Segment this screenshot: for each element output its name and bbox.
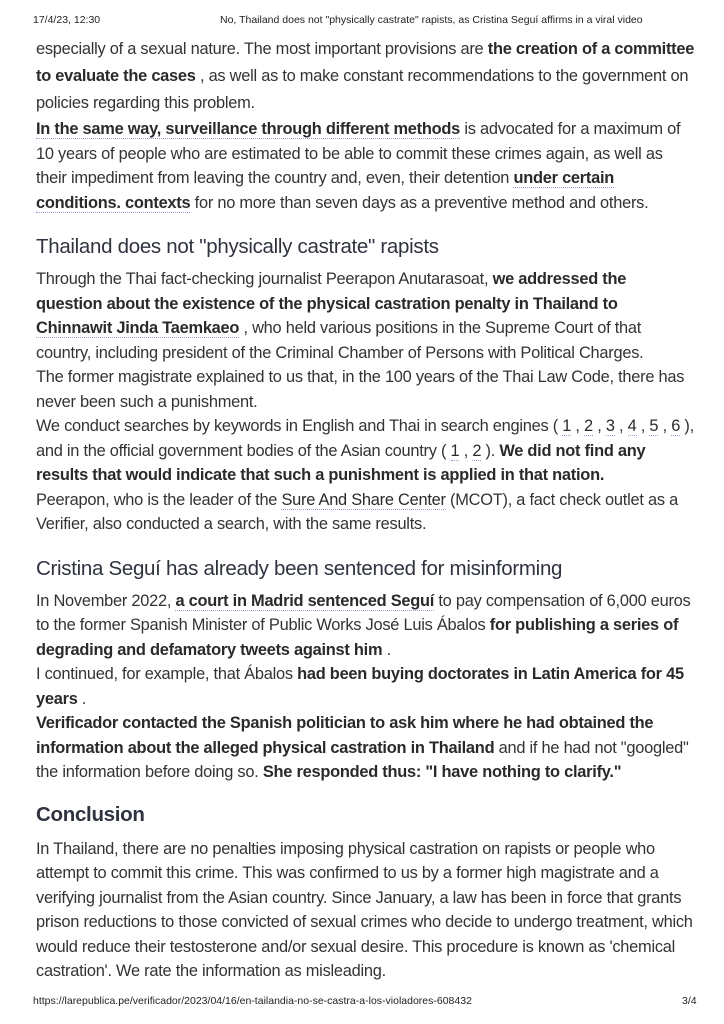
text: especially of a sexual nature. The most important provisions are — [36, 40, 488, 58]
gov-link-2[interactable]: 2 — [472, 441, 482, 460]
text: In November 2022, — [36, 591, 176, 610]
page-number: 3/4 — [682, 995, 697, 1007]
section-heading-segui: Cristina Seguí has already been sentenced for misinforming — [36, 556, 563, 580]
link-court-madrid[interactable]: a court in Madrid sentenced Seguí — [175, 591, 435, 610]
text: (MCOT), a fact check outlet as a Verifier, also conducted a search, with the same results. — [36, 490, 678, 533]
bold-text: for publishing a series of degrading and defamatory tweets against him — [36, 616, 679, 659]
paragraph-doctorates — [36, 662, 696, 711]
bold-text: She responded thus: "I have nothing to clarify." — [262, 763, 622, 781]
paragraph-verificador — [36, 711, 696, 785]
section-heading-conclusion: Conclusion — [36, 802, 145, 826]
text: We conduct searches by keywords in English and Thai in search engines ( — [36, 417, 563, 435]
text: . — [382, 640, 391, 659]
text: and if he had not "googled" the information before doing so. — [36, 738, 689, 781]
text: I continued, for example, that Ábalos — [36, 665, 298, 683]
link-chinnawit[interactable]: Chinnawit Jinda Taemkaeo — [36, 319, 240, 337]
paragraph-magistrate: The former magistrate explained to us that, in the 100 years of the Thai Law Code, there has never been such a punishment. — [36, 368, 685, 411]
text: ), and in the official government bodies of the Asian country ( — [36, 417, 694, 460]
text: is advocated for a maximum of 10 years of people who are estimated to be able to commit these crimes again, as well as their impediment from leaving the country and, even, their detention — [36, 120, 681, 187]
paragraph-provisions — [36, 36, 696, 117]
bold-text: the creation of a committee to evaluate the cases — [36, 40, 695, 85]
bold-text: Verificador contacted the Spanish politician to ask him where he had obtained the information about the alleged physical castration in Thailand — [36, 714, 654, 757]
search-engine-link-1[interactable]: 1 — [562, 417, 572, 435]
page-url: https://larepublica.pe/verificador/2023/04/16/en-tailandia-no-se-castra-a-los-violadores-608432 — [33, 995, 472, 1007]
section-heading-thailand: Thailand does not "physically castrate" rapists — [36, 235, 439, 258]
text: Through the Thai fact-checking journalist Peerapon Anutarasoat, — [36, 270, 493, 288]
paragraph-court — [36, 589, 696, 663]
paragraph-peerapon — [36, 488, 696, 537]
article-body — [36, 36, 696, 984]
gov-link-1[interactable]: 1 — [450, 441, 460, 460]
search-engine-link-4[interactable]: 4 — [627, 417, 637, 435]
search-engine-link-6[interactable]: 6 — [671, 417, 681, 435]
paragraph-conclusion: In Thailand, there are no penalties imposing physical castration on rapists or people who attempt to commit this crime. This was confirmed to us by a former high magistrate and a verifying journalist from the Asian country. Since January, a law has been in force that grants prison reductions to those convicted of sexual crimes who decide to undergo treatment, which would reduce their testosterone and/or sexual desire. This procedure is known as 'chemical castration'. We rate the information as misleading. — [36, 839, 693, 980]
paragraph-journalist — [36, 267, 696, 365]
link-surveillance[interactable]: In the same way, surveillance through different methods — [36, 120, 461, 138]
search-engine-link-3[interactable]: 3 — [605, 417, 615, 435]
text: for no more than seven days as a preventive method and others. — [190, 193, 649, 212]
bold-text: had been buying doctorates in Latin America for 45 years — [36, 665, 684, 708]
link-sure-and-share[interactable]: Sure And Share Center — [281, 490, 446, 509]
link-under-certain-conditions[interactable]: under certain conditions. contexts — [36, 169, 615, 212]
text: ). — [481, 441, 500, 460]
print-title: No, Thailand does not "physically castrate" rapists, as Cristina Seguí affirms in a viral video — [220, 14, 643, 26]
search-engine-link-5[interactable]: 5 — [649, 417, 659, 435]
text: . — [77, 689, 87, 708]
text: Peerapon, who is the leader of the — [36, 490, 282, 509]
text: , who held various positions in the Supreme Court of that country, including president of the Criminal Chamber of Persons with Political Charges. — [36, 319, 644, 362]
bold-text: We did not find any results that would indicate that such a punishment is applied in that nation. — [36, 441, 646, 484]
paragraph-searches: We conduct searches by keywords in English and Thai in search engines ( 1 , 2 , 3 , 4 , 5 , 6 ), and in the official government bodies of the Asian country ( 1 , 2 ). We did not find any results that would indicate that such a punishment is applied in that nation. — [36, 417, 694, 484]
bold-text: we addressed the question about the existence of the physical castration penalty in Thailand to — [36, 270, 627, 313]
text: , as well as to make constant recommendations to the government on policies regarding this problem. — [36, 67, 689, 112]
paragraph-surveillance — [36, 117, 696, 215]
text: to pay compensation of 6,000 euros to the former Spanish Minister of Public Works José Luis Ábalos — [36, 591, 691, 634]
search-engine-link-2[interactable]: 2 — [584, 417, 593, 435]
print-date: 17/4/23, 12:30 — [33, 14, 101, 26]
